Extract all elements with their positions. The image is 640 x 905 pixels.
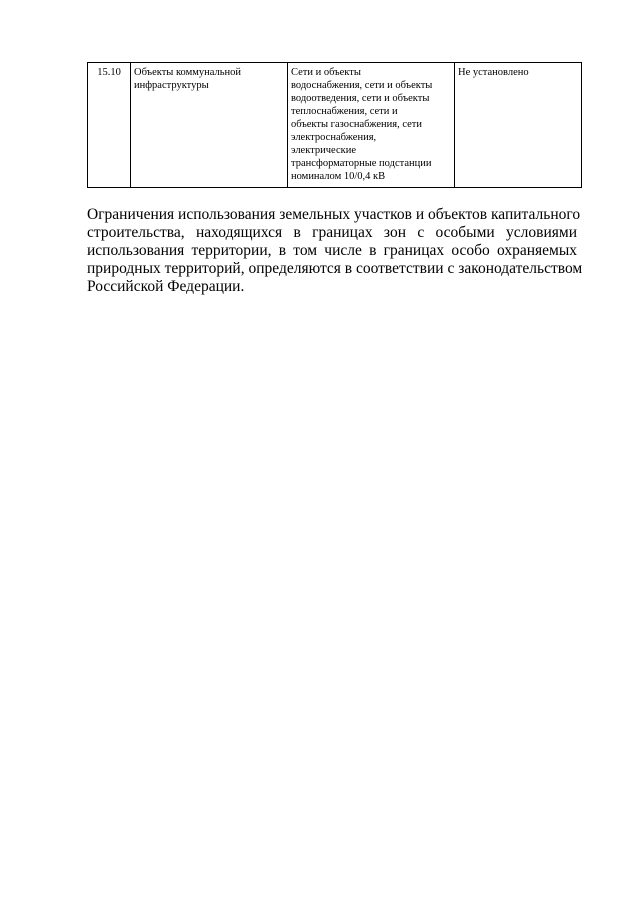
row-number-cell <box>88 63 131 188</box>
paragraph-line: Российской Федерации. <box>87 278 245 295</box>
description-line: Сети и объекты <box>291 67 361 78</box>
zone-table <box>87 62 582 188</box>
paragraph-line: природных территорий, определяются в соответствии с законодательством <box>87 260 583 277</box>
object-description-cell <box>288 63 455 188</box>
description-line: объекты газоснабжения, сети <box>291 119 422 130</box>
limit-value: Не установлено <box>458 67 529 78</box>
table-row <box>88 63 582 188</box>
description-line: электроснабжения, <box>291 132 377 143</box>
description-line: теплоснабжения, сети и <box>291 106 398 117</box>
restrictions-paragraph <box>87 206 583 296</box>
paragraph-line: использования территории, в том числе в границах особо охраняемых <box>87 242 577 259</box>
object-name-line: Объекты коммунальной <box>134 67 242 78</box>
description-line: водоотведения, сети и объекты <box>291 93 430 104</box>
limit-cell <box>455 63 582 188</box>
object-name-line: инфраструктуры <box>134 80 209 91</box>
row-number: 15.10 <box>97 67 121 78</box>
description-line: водоснабжения, сети и объекты <box>291 80 433 91</box>
description-line: электрические <box>291 145 357 156</box>
object-name-cell <box>131 63 288 188</box>
paragraph-line: строительства, находящихся в границах зон с особыми условиями <box>87 224 577 241</box>
description-line: номиналом 10/0,4 кВ <box>291 171 386 182</box>
paragraph-line: Ограничения использования земельных участков и объектов капитального <box>87 206 581 223</box>
description-line: трансформаторные подстанции <box>291 158 432 169</box>
